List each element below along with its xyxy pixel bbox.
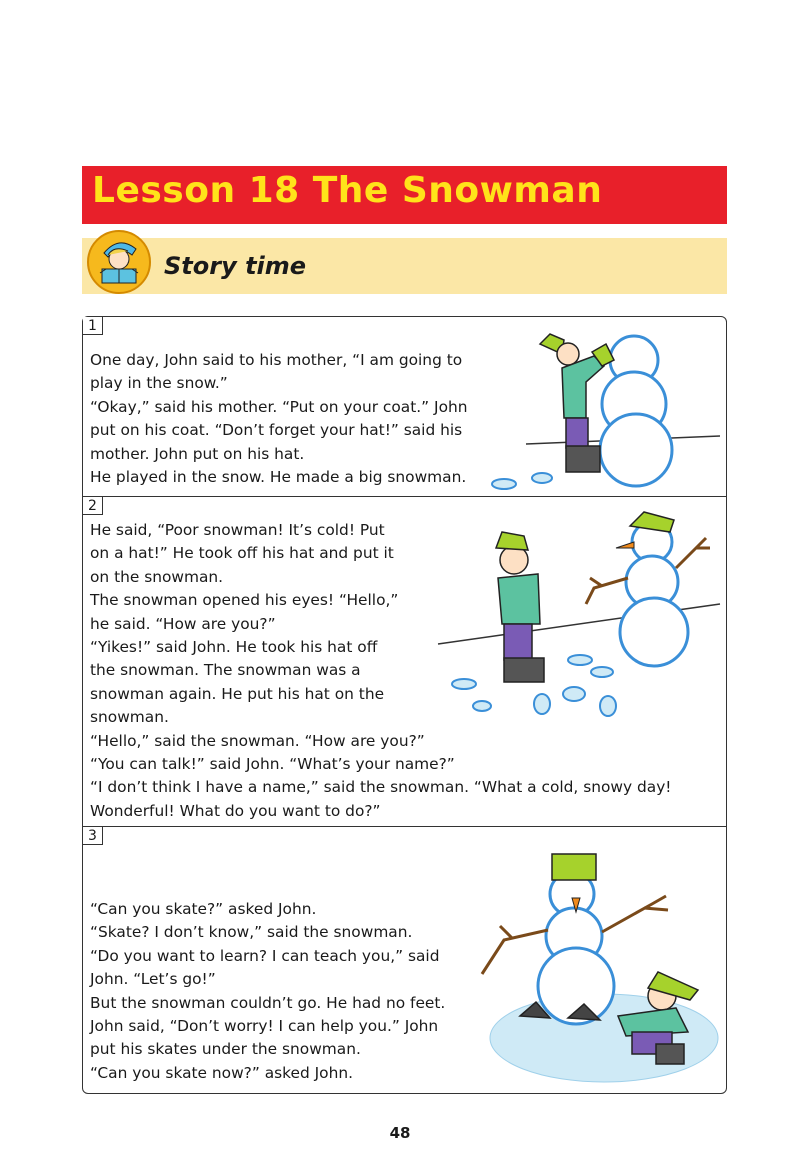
text-line: he said. “How are you?” [90, 614, 276, 633]
panel-number: 1 [83, 317, 103, 335]
text-line: “You can talk!” said John. “What’s your name?” [90, 755, 455, 774]
section-label: Story time [164, 252, 307, 280]
text-line: on a hat!” He took off his hat and put it [90, 544, 394, 563]
text-line: John. “Let’s go!” [90, 970, 216, 989]
text-line: But the snowman couldn’t go. He had no feet. [90, 993, 446, 1012]
panel-3-text [90, 898, 445, 1085]
page-number: 48 [389, 1124, 411, 1142]
text-line: mother. John put on his hat. [90, 444, 305, 463]
snowman-skating-with-john-icon [476, 848, 724, 1088]
text-line: the snowman. The snowman was a [90, 661, 361, 680]
lesson-title: Lesson 18 The Snowman [92, 170, 603, 211]
text-line: “I don’t think I have a name,” said the snowman. “What a cold, snowy day! [90, 778, 672, 797]
john-building-snowman-icon [486, 322, 722, 494]
panel-1-text [90, 349, 468, 489]
text-line: He said, “Poor snowman! It’s cold! Put [90, 521, 385, 539]
text-line: “Can you skate?” asked John. [90, 900, 317, 918]
text-line: “Okay,” said his mother. “Put on your coat.” John [90, 397, 468, 416]
panel-divider [82, 496, 727, 497]
section-bar [82, 238, 727, 294]
panel-number: 3 [83, 827, 103, 845]
text-line: “Skate? I don’t know,” said the snowman. [90, 923, 413, 942]
text-line: “Hello,” said the snowman. “How are you?” [90, 731, 425, 750]
text-line: The snowman opened his eyes! “Hello,” [90, 591, 399, 610]
text-line: One day, John said to his mother, “I am going to [90, 351, 463, 369]
reading-kid-avatar-icon [86, 229, 152, 295]
text-line: on the snowman. [90, 567, 224, 586]
panel-divider [82, 826, 727, 827]
text-line: He played in the snow. He made a big snowman. [90, 468, 467, 487]
text-line: “Yikes!” said John. He took his hat off [90, 638, 378, 657]
text-line: John said, “Don’t worry! I can help you.” John [90, 1017, 439, 1036]
text-line: put on his coat. “Don’t forget your hat!” said his [90, 421, 463, 440]
panel-number: 2 [83, 497, 103, 515]
text-line: snowman. [90, 708, 169, 727]
text-line: “Do you want to learn? I can teach you,” said [90, 946, 440, 965]
text-line: play in the snow.” [90, 374, 228, 393]
text-line: “Can you skate now?” asked John. [90, 1063, 354, 1082]
text-line: Wonderful! What do you want to do?” [90, 801, 381, 820]
text-line: snowman again. He put his hat on the [90, 684, 385, 703]
lesson-title-bar [82, 166, 727, 224]
text-line: put his skates under the snowman. [90, 1040, 361, 1059]
john-surprised-snowman-awake-icon [430, 508, 724, 724]
